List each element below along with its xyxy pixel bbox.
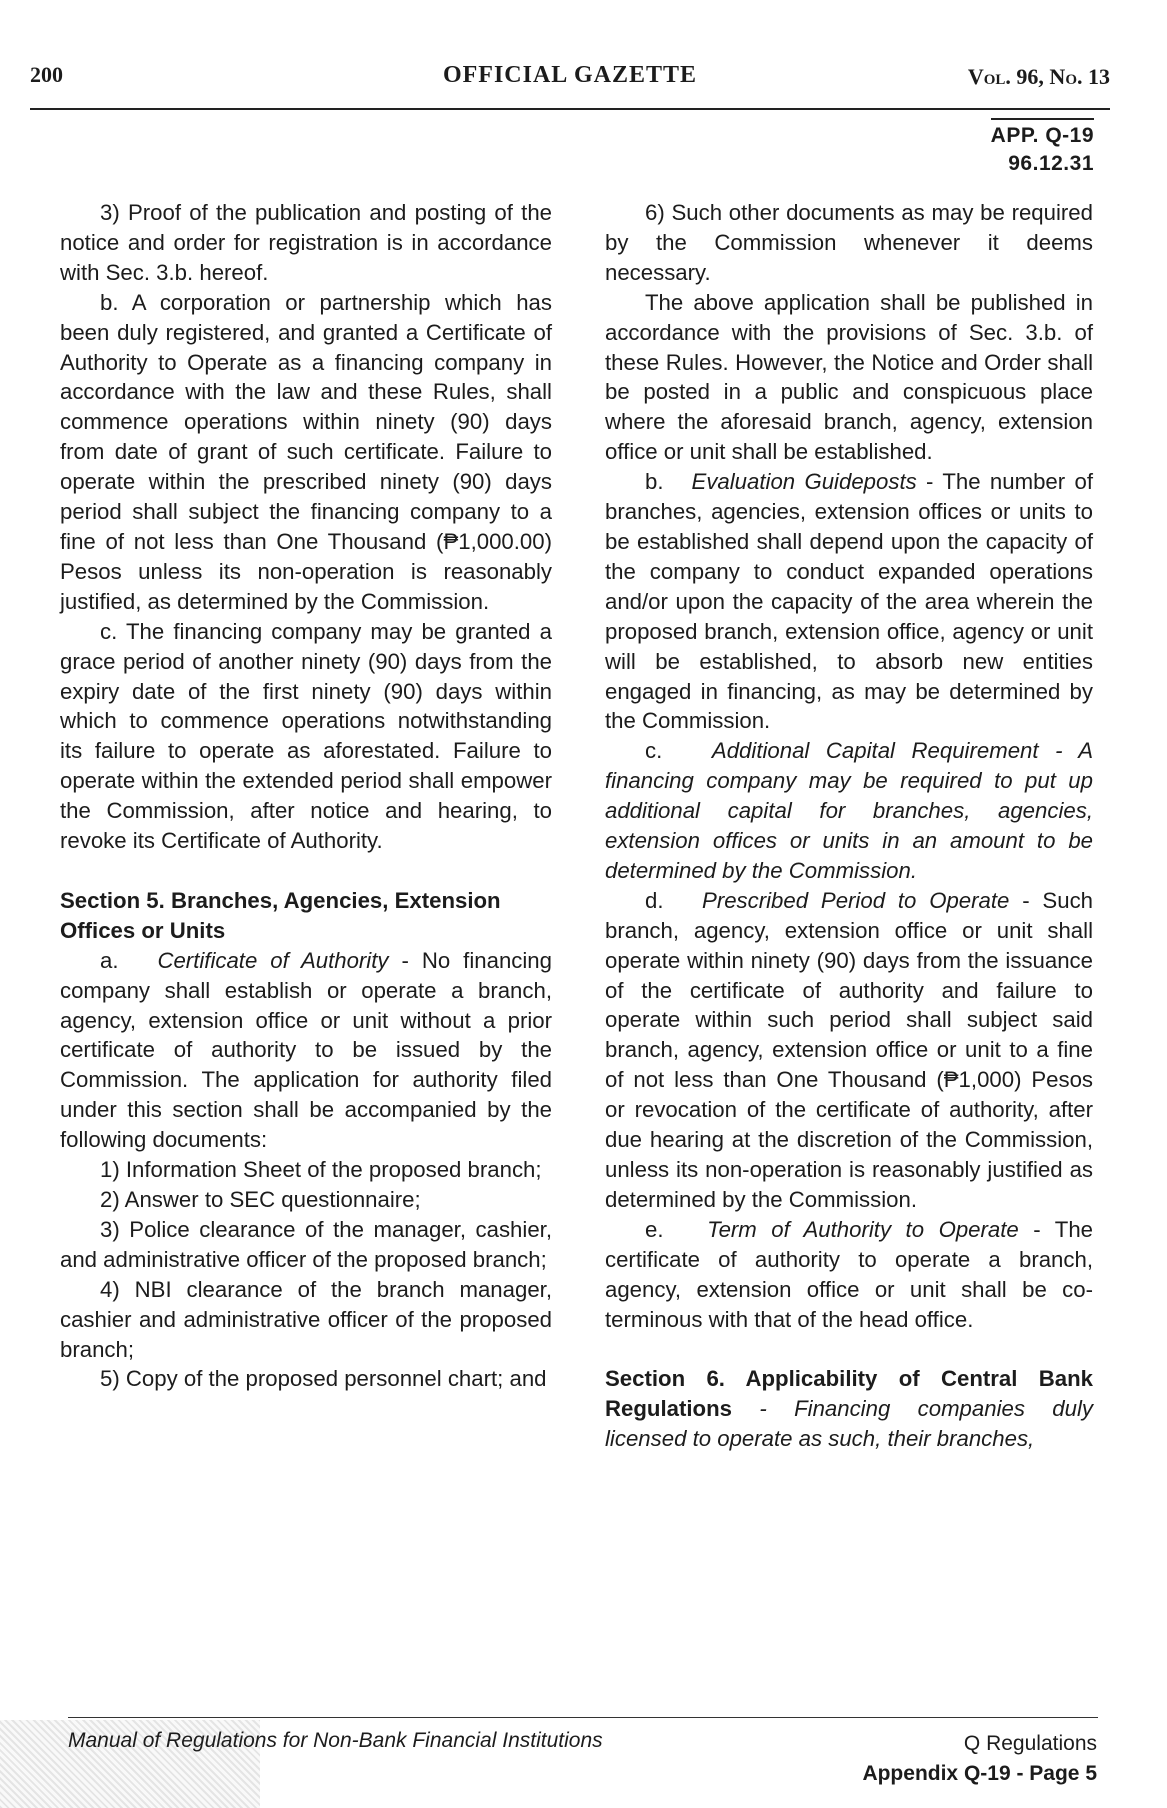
document-item-3: 3) Police clearance of the manager, cashier, and administrative officer of the proposed branch; bbox=[60, 1216, 552, 1272]
right-column bbox=[605, 198, 1093, 1454]
item-title: Additional Capital Requirement bbox=[711, 738, 1039, 764]
paragraph-grace-period: c. The financing company may be granted a grace period of another ninety (90) days from the expiry date of the first ninety (90) days within which to commence operations notwithstanding its failure to operate as aforestated. Failure to operate within the extended period shall empower the Commission, after notice and hearing, to revoke its Certificate of Authority. bbox=[60, 618, 552, 854]
header-rule bbox=[30, 108, 1110, 110]
item-title: Certificate of Authority bbox=[157, 947, 389, 973]
item-title: Term of Authority to Operate bbox=[707, 1216, 1019, 1242]
footer-rule bbox=[68, 1717, 1098, 1718]
publication-title: OFFICIAL GAZETTE bbox=[442, 62, 698, 88]
document-item-5: 5) Copy of the proposed personnel chart; and bbox=[100, 1366, 547, 1392]
section-spacer bbox=[605, 1334, 1093, 1364]
appendix-code-line2: 96.12.31 bbox=[1008, 152, 1094, 175]
section-6-heading: Section 6. Applicability of Central Bank Regulations bbox=[605, 1366, 1093, 1422]
paragraph-commence-operations: b. A corporation or partnership which has been duly registered, and granted a Certificate of Authority to Operate as a financing company in accordance with the law and these Rules, shall commence operations within ninety (90) days from date of grant of such certificate. Failure to operate within the prescribed ninety (90) days period shall subject the financing company to a fine of not less than One Thousand (₱1,000.00) Pesos unless its non-operation is reasonably justified, as determined by the Commission. bbox=[60, 289, 552, 614]
paragraph-proof-publication: 3) Proof of the publication and posting of the notice and order for registration is in accordance with Sec. 3.b. hereof. bbox=[60, 200, 552, 285]
volume-label: Vol. 96, No. 13 bbox=[967, 64, 1110, 89]
item-label: a. bbox=[100, 947, 119, 973]
item-title: Prescribed Period to Operate bbox=[702, 887, 1010, 913]
item-label: e. bbox=[645, 1216, 664, 1242]
page-header bbox=[30, 56, 1110, 96]
section-6-text: - Financing companies duly licensed to operate as such, their branches, bbox=[605, 1396, 1093, 1452]
item-text: - No financing company shall establish or operate a branch, agency, extension office or unit without a prior certificate of authority to be issued by the Commission. The application for authority filed under this section shall be accompanied by the following documents: bbox=[60, 947, 552, 1153]
item-text: - The number of branches, agencies, extension offices or units to be established shall depend upon the capacity of the company to conduct expanded operations and/or upon the capacity of the area wherein the proposed branch, extension office, agency or unit will be established, to absorb new entities engaged in financing, as may be determined by the Commission. bbox=[605, 469, 1093, 734]
section-spacer bbox=[60, 856, 552, 886]
section-5-heading: Section 5. Branches, Agencies, Extension Offices or Units bbox=[60, 887, 501, 943]
paragraph-term-of-authority bbox=[605, 1215, 1093, 1335]
item-text: - Such branch, agency, extension office or unit shall operate within ninety (90) days from the issuance of the certificate of authority and failure to operate within such period shall subject said branch, agency, extension office or unit to a fine of not less than One Thousand (₱1,000) Pesos or revocation of the certificate of authority, after due hearing at the discretion of the Commission, unless its non-operation is reasonably justified as determined by the Commission. bbox=[605, 887, 1093, 1212]
footer-right bbox=[862, 1729, 1097, 1789]
item-label: d. bbox=[645, 887, 664, 913]
paragraph-evaluation-guideposts bbox=[605, 467, 1093, 736]
footer-manual-title: Manual of Regulations for Non-Bank Financial Institutions bbox=[68, 1729, 603, 1752]
paragraph-publication: The above application shall be published in accordance with the provisions of Sec. 3.b. of these Rules. However, the Notice and Order shall be posted in a public and conspicuous place where the aforesaid branch, agency, extension office or unit shall be established. bbox=[605, 289, 1093, 465]
item-label: b. bbox=[645, 469, 664, 495]
item-label: c. bbox=[645, 738, 663, 764]
appendix-code bbox=[991, 118, 1094, 178]
document-item-4: 4) NBI clearance of the branch manager, cashier and administrative officer of the proposed branch; bbox=[60, 1276, 552, 1362]
paragraph-additional-capital bbox=[605, 736, 1093, 886]
paragraph-certificate-authority bbox=[60, 946, 552, 1155]
document-item-2: 2) Answer to SEC questionnaire; bbox=[100, 1187, 421, 1212]
left-column bbox=[60, 198, 552, 1394]
section-6-paragraph bbox=[605, 1364, 1093, 1454]
paragraph-prescribed-period bbox=[605, 886, 1093, 1215]
appendix-code-line1: APP. Q-19 bbox=[991, 118, 1094, 150]
footer-appendix-page: Appendix Q-19 - Page 5 bbox=[862, 1762, 1097, 1785]
footer-regulations: Q Regulations bbox=[963, 1732, 1097, 1755]
document-item-6: 6) Such other documents as may be required by the Commission whenever it deems necessary. bbox=[605, 200, 1093, 285]
item-text: - A financing company may be required to put up additional capital for branches, agencies, extension offices or units in an amount to be determined by the Commission. bbox=[605, 738, 1093, 883]
document-item-1: 1) Information Sheet of the proposed branch; bbox=[100, 1157, 542, 1183]
item-text: - The certificate of authority to operate a branch, agency, extension office or unit shall be co-terminous with that of the head office. bbox=[605, 1216, 1093, 1332]
item-title: Evaluation Guideposts bbox=[691, 469, 917, 495]
page-number: 200 bbox=[30, 62, 63, 87]
